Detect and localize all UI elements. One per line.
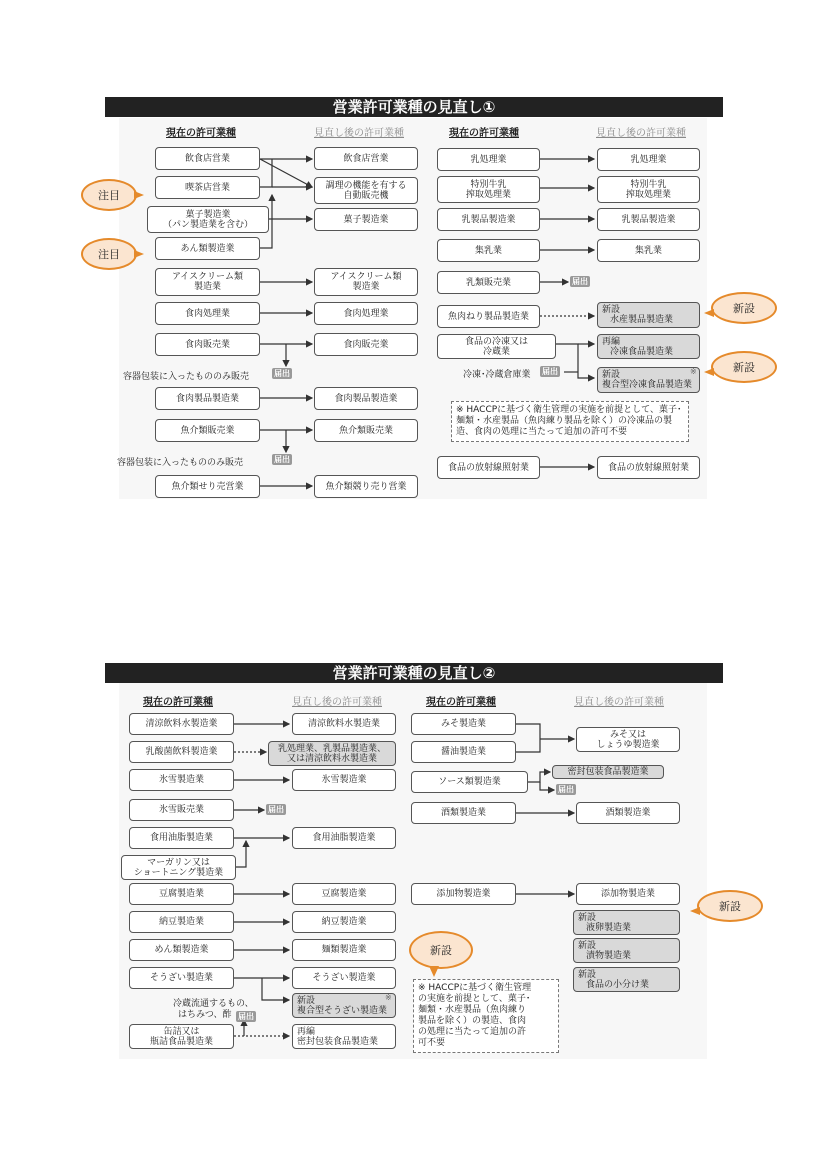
- s2-revised-sozai: そうざい製造業: [292, 967, 396, 989]
- s1-current-fish-paste: 魚肉ねり製品製造業: [437, 305, 540, 328]
- s1-callout-focus-2: 注目: [81, 238, 137, 270]
- s2-current-tofu: 豆腐製造業: [129, 883, 234, 905]
- s1-new-complex-frozen: 新設 複合型冷凍食品製造業: [597, 367, 700, 393]
- s2-new-food-subdividing: 新設 食品の小分け業: [573, 967, 680, 992]
- s2-current-miso: みそ製造業: [411, 713, 516, 735]
- s2-cold-chain-1: 冷蔵流通するもの、: [173, 999, 254, 1009]
- s1-current-seafood-sales: 魚介類販売業: [155, 419, 260, 442]
- s2-revised-tofu: 豆腐製造業: [292, 883, 396, 905]
- s2-revised-sealed-pack: 密封包装食品製造業: [552, 765, 664, 779]
- s1-container-only-2: 容器包装に入ったもののみ販売: [117, 458, 244, 468]
- s2-current-sauces: ソース類製造業: [411, 771, 528, 793]
- s1-haccp-note: ※ HACCPに基づく衛生管理の実施を前提として、菓子･ 麺類・水産製品（魚肉練り製品を除く）の冷凍品の製 造、食肉の処理に当たって追加の許可不要: [451, 401, 689, 442]
- s1-revised-restaurant: 飲食店営業: [314, 147, 418, 170]
- s2-current-lactic-drinks: 乳酸菌飲料製造業: [129, 741, 234, 763]
- s1-revised-seafood-auction: 魚介類競り売り営業: [314, 475, 418, 498]
- s1-new-marine-products: 新設 水産製品製造業: [597, 302, 700, 328]
- slide-1-header-current: 現在の許可業種: [166, 128, 236, 139]
- s1-revised-confectionery: 菓子製造業: [314, 208, 418, 231]
- s1-current-meat-processing: 食肉処理業: [155, 302, 260, 325]
- s2-revised-natto: 納豆製造業: [292, 911, 396, 933]
- s1-revised-dairy-products: 乳製品製造業: [597, 208, 700, 231]
- s1-current-dairy-products: 乳製品製造業: [437, 208, 540, 231]
- s2-revised-alcohol: 酒類製造業: [576, 802, 680, 824]
- s1-current-restaurant: 飲食店営業: [155, 147, 260, 170]
- s1-current-frozen-storage: 食品の冷凍又は 冷蔵業: [437, 334, 556, 359]
- s1-notification-1: 届出: [274, 369, 290, 378]
- s1-revised-milk-processing: 乳処理業: [597, 148, 700, 171]
- s1-current-meat-products: 食肉製品製造業: [155, 387, 260, 410]
- s1-revised-irradiation: 食品の放射線照射業: [597, 456, 700, 479]
- s1-revised-milk-collection: 集乳業: [597, 239, 700, 262]
- s1-revised-ice-cream: アイスクリーム類 製造業: [314, 268, 418, 296]
- s1-revised-vending: 調理の機能を有する 自動販売機: [314, 177, 418, 204]
- slide-2-header-current: 現在の許可業種: [143, 697, 213, 708]
- s1-reorg-frozen-food: 再編 冷凍食品製造業: [597, 334, 700, 359]
- s2-revised-milk-dairy-drinks: 乳処理業、乳製品製造業、 又は清涼飲料水製造業: [268, 741, 396, 766]
- s2-haccp-note: ※ HACCPに基づく衛生管理 の実施を前提として、菓子･ 麺類・水産製品（魚肉練り 製品を除く）の製造、食肉 の処理に当たって追加の許 可不要: [413, 979, 559, 1053]
- s1-revised-seafood-sales: 魚介類販売業: [314, 419, 418, 442]
- slide-1-header-current-right: 現在の許可業種: [449, 128, 519, 139]
- s2-revised-miso-soy: みそ又は しょうゆ製造業: [576, 727, 680, 752]
- s2-new-liquid-egg: 新設 液卵製造業: [573, 910, 680, 935]
- s2-current-ice-sales: 氷雪販売業: [129, 799, 234, 821]
- s2-new-pickles: 新設 漬物製造業: [573, 938, 680, 963]
- slide-1-header-revised-right: 見直し後の許可業種: [596, 128, 686, 139]
- s1-current-special-milk: 特別牛乳 搾取処理業: [437, 176, 540, 203]
- slide-1-header-revised: 見直し後の許可業種: [314, 128, 404, 139]
- s1-revised-meat-processing: 食肉処理業: [314, 302, 418, 325]
- s1-callout-new-1: 新設: [711, 292, 777, 324]
- s1-current-seafood-auction: 魚介類せり売営業: [155, 475, 260, 498]
- s2-cold-chain-2: はちみつ、酢: [178, 1010, 232, 1020]
- s1-notification-4: 届出: [542, 367, 558, 376]
- s2-revised-soft-drinks: 清涼飲料水製造業: [292, 713, 396, 735]
- s2-current-soy-sauce: 醤油製造業: [411, 741, 516, 763]
- s1-current-cafe: 喫茶店営業: [155, 176, 260, 199]
- s1-cold-storage-label: 冷凍･冷蔵倉庫業: [463, 370, 531, 380]
- s1-current-milk-processing: 乳処理業: [437, 148, 540, 171]
- s1-current-confectionery: 菓子製造業 （パン製造業を含む）: [147, 206, 269, 233]
- s1-revised-special-milk: 特別牛乳 搾取処理業: [597, 176, 700, 203]
- s1-callout-new-2: 新設: [711, 351, 777, 383]
- s2-current-edible-oil: 食用油脂製造業: [129, 827, 234, 849]
- s1-revised-meat-products: 食肉製品製造業: [314, 387, 418, 410]
- slide-2-header-current-right: 現在の許可業種: [426, 697, 496, 708]
- s2-current-natto: 納豆製造業: [129, 911, 234, 933]
- s1-container-only-1: 容器包装に入ったもののみ販売: [123, 372, 250, 382]
- s2-current-ice-making: 氷雪製造業: [129, 769, 234, 791]
- s1-callout-focus-1: 注目: [81, 179, 137, 211]
- s1-asterisk: ※: [690, 367, 697, 376]
- s2-notification-2: 届出: [238, 1012, 254, 1021]
- s1-current-meat-sales: 食肉販売業: [155, 333, 260, 356]
- s1-notification-3: 届出: [572, 277, 588, 286]
- s2-current-additives: 添加物製造業: [411, 883, 516, 905]
- slide-2-header-revised-right: 見直し後の許可業種: [574, 697, 664, 708]
- s2-revised-ice-making: 氷雪製造業: [292, 769, 396, 791]
- s2-current-alcohol: 酒類製造業: [411, 802, 516, 824]
- s1-current-milk-collection: 集乳業: [437, 239, 540, 262]
- s2-current-noodles: めん類製造業: [129, 939, 234, 961]
- s2-revised-noodles: 麺類製造業: [292, 939, 396, 961]
- slide-1-title: 営業許可業種の見直し①: [105, 97, 723, 117]
- s2-notification-1: 届出: [268, 805, 284, 814]
- s2-reorg-sealed-pack: 再編 密封包装食品製造業: [292, 1024, 396, 1049]
- s2-new-complex-sozai: 新設 複合型そうざい製造業: [292, 993, 396, 1018]
- s2-current-canned: 缶詰又は 瓶詰食品製造業: [129, 1024, 234, 1049]
- s2-asterisk-1: ※: [385, 993, 392, 1002]
- s1-current-ice-cream: アイスクリーム類 製造業: [155, 268, 260, 296]
- s2-notification-3: 届出: [558, 785, 574, 794]
- s1-revised-meat-sales: 食肉販売業: [314, 333, 418, 356]
- s1-current-irradiation: 食品の放射線照射業: [437, 456, 540, 479]
- s2-current-margarine: マーガリン又は ショートニング製造業: [121, 855, 236, 880]
- s2-current-soft-drinks: 清涼飲料水製造業: [129, 713, 234, 735]
- s2-revised-additives: 添加物製造業: [576, 883, 680, 905]
- slide-2-title: 営業許可業種の見直し②: [105, 663, 723, 683]
- s2-callout-new-2: 新設: [697, 890, 763, 922]
- s2-callout-new-1: 新設: [409, 931, 473, 969]
- s1-notification-2: 届出: [274, 455, 290, 464]
- s1-current-milk-sales: 乳類販売業: [437, 271, 540, 294]
- s1-current-bean-paste: あん類製造業: [155, 237, 260, 260]
- s2-current-sozai: そうざい製造業: [129, 967, 234, 989]
- s2-revised-edible-oil: 食用油脂製造業: [292, 827, 396, 849]
- slide-2-header-revised: 見直し後の許可業種: [292, 697, 382, 708]
